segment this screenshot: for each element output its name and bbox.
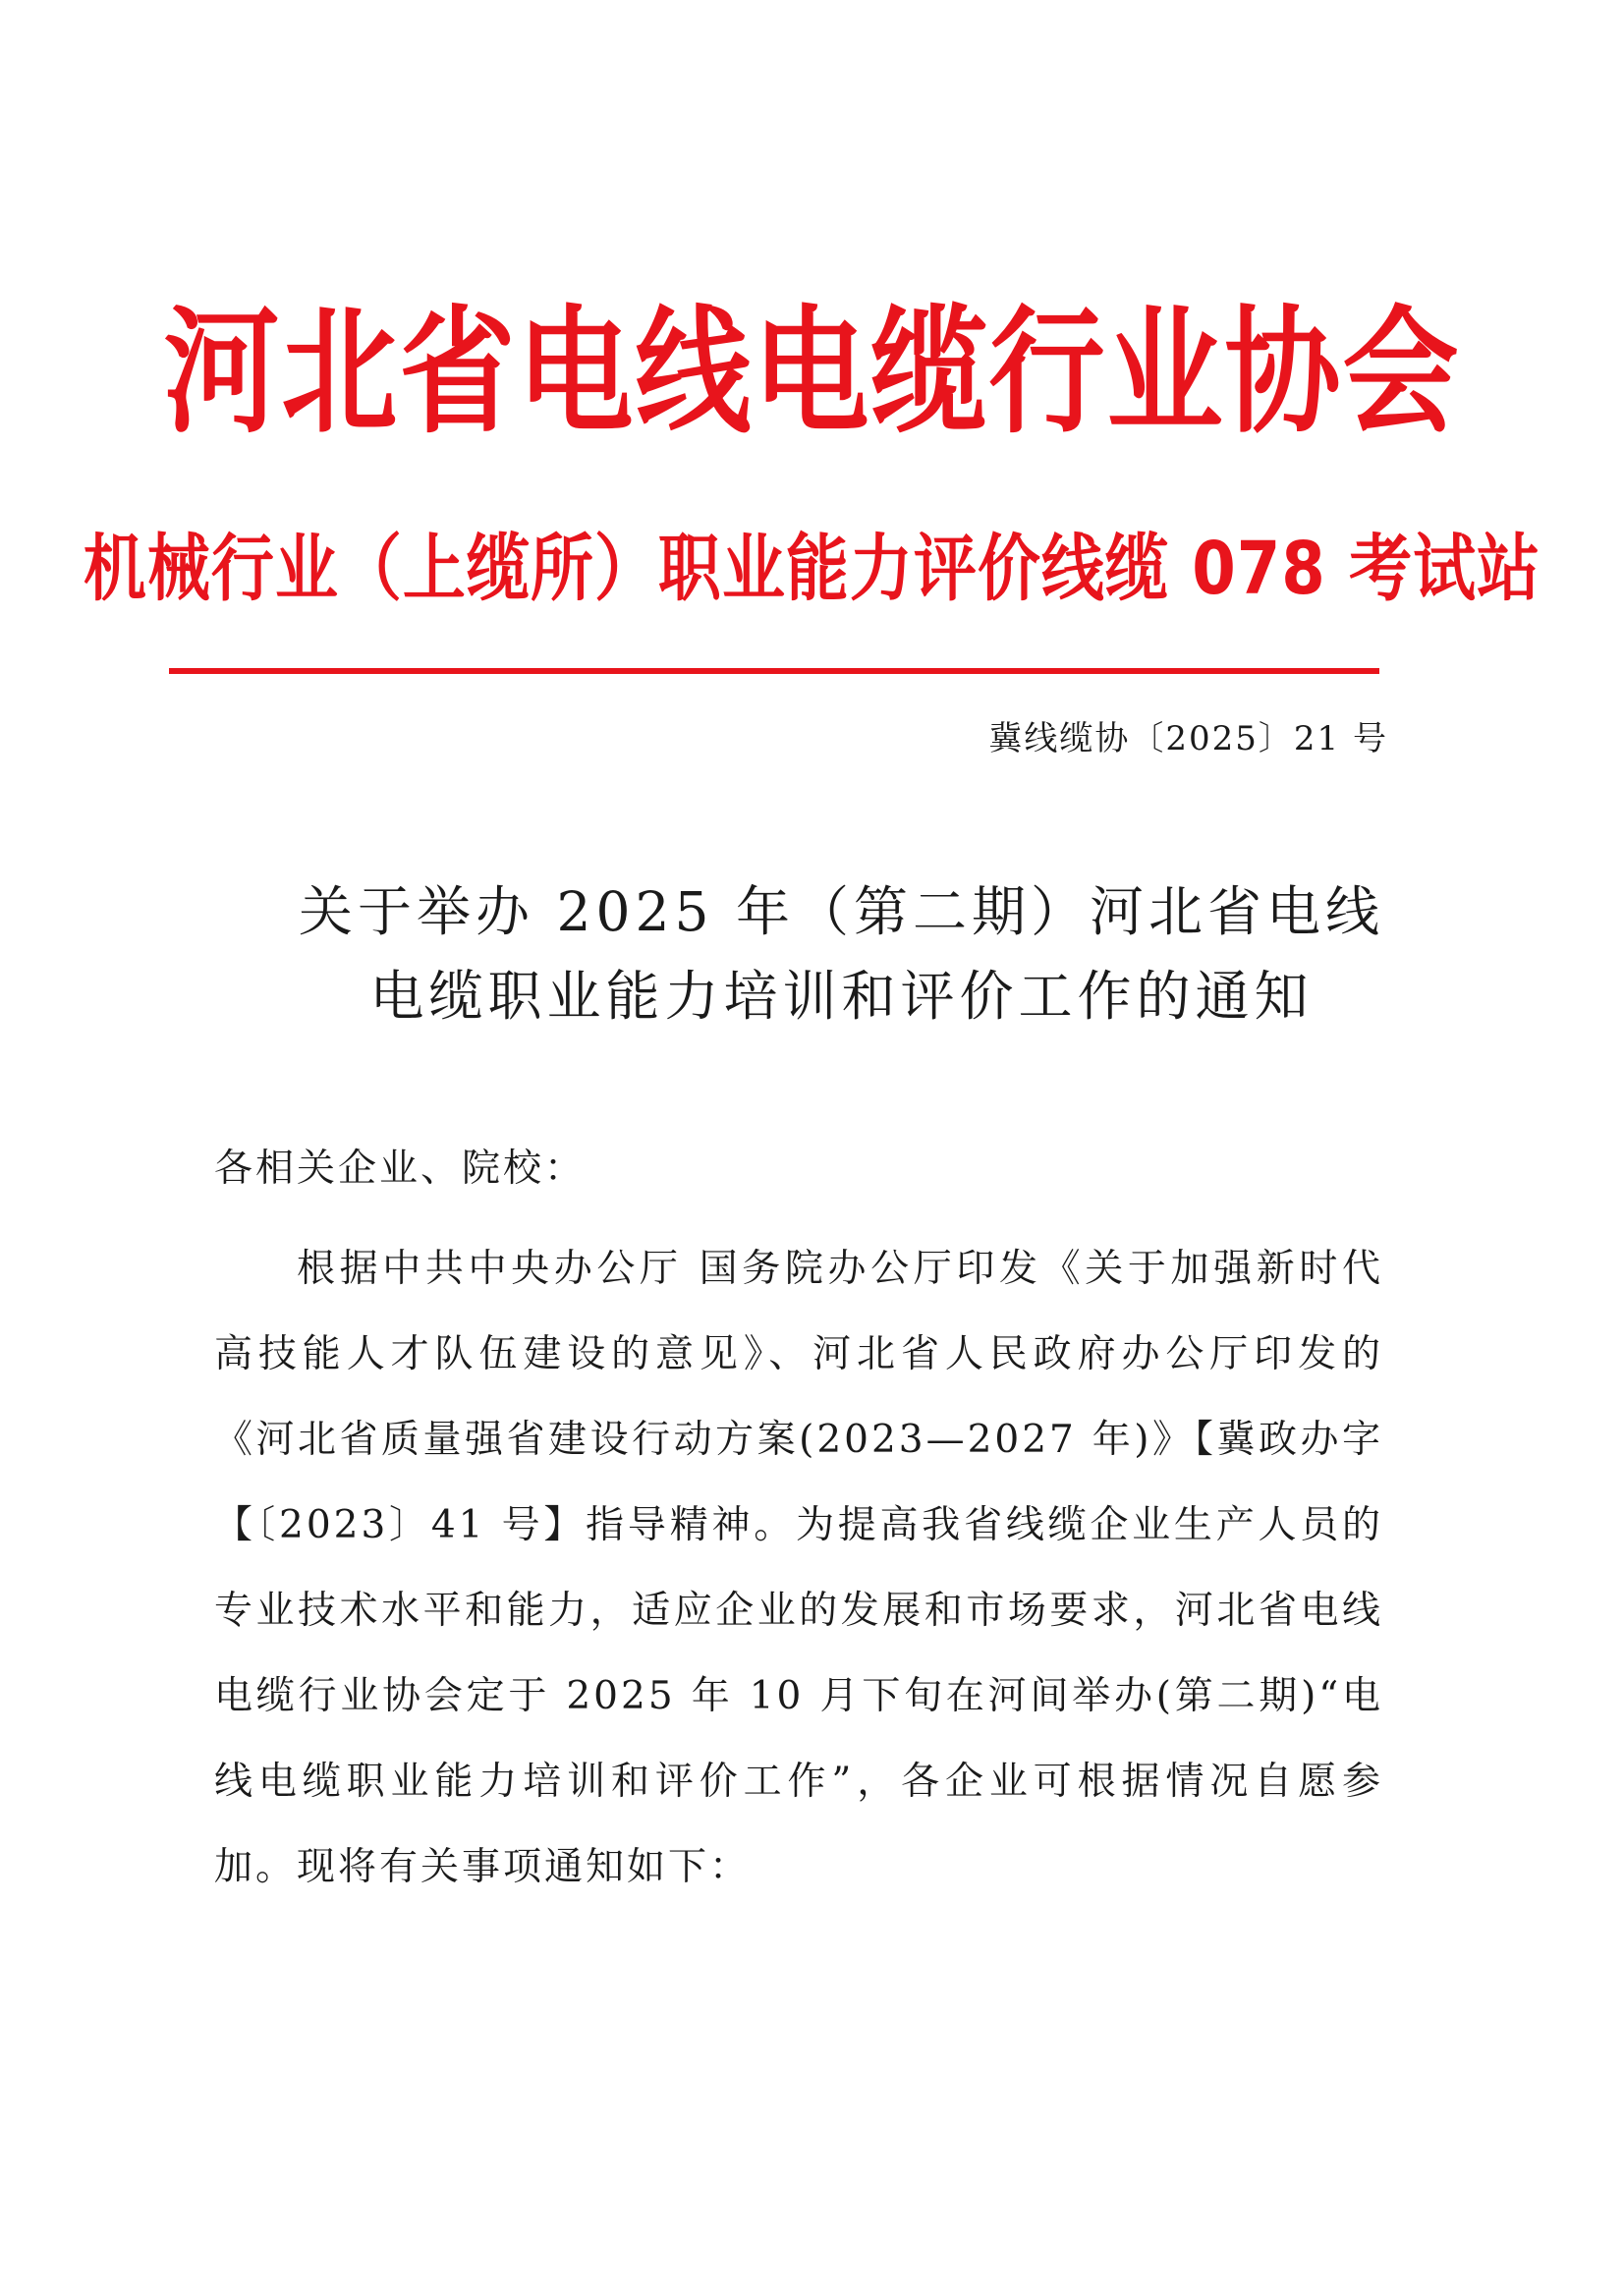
document-number: 冀线缆协〔2025〕21 号 xyxy=(988,719,1388,758)
document-title-line-2: 电缆职业能力培训和评价工作的通知 xyxy=(369,965,1314,1028)
letterhead-subtitle: 机械行业（上缆所）职业能力评价线缆 078 考试站 xyxy=(83,528,1541,612)
letterhead-divider xyxy=(169,668,1379,674)
salutation: 各相关企业、院校： xyxy=(214,1147,587,1191)
letterhead-organization: 河北省电线电缆行业协会 xyxy=(163,292,1461,452)
body-paragraph: 根据中共中央办公厅 国务院办公厅印发《关于加强新时代高技能人才队伍建设的意见》、河北省人民政府办公厅印发的《河北省质量强省建设行动方案(2023—2027 年)》【冀政办字【〔2023〕41 号】指导精神。为提高我省线缆企业生产人员的专业技术水平和能力，适应企业的发展和市场要求，河北省电线电缆行业协会定于 2025 年 10 月下旬在河间举办(第二期)“电线电缆职业能力培训和评价工作”，各企业可根据情况自愿参加。现将有关事项通知如下： xyxy=(214,1247,1383,1889)
document-title-line-1: 关于举办 2025 年（第二期）河北省电线 xyxy=(299,880,1384,943)
document-title xyxy=(196,869,1428,1038)
